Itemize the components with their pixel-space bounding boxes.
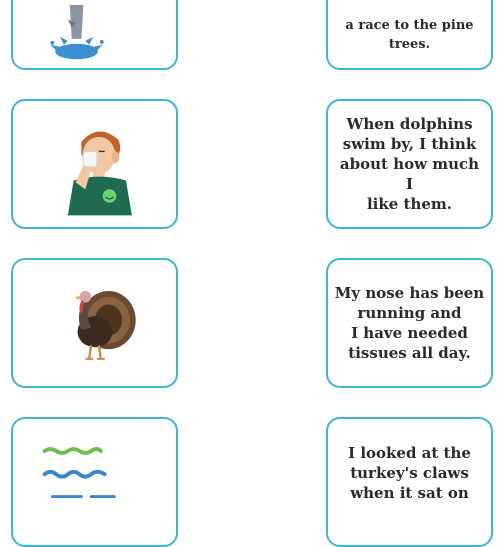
- sentence-text: a race to the pine trees.: [345, 18, 474, 52]
- sentence-card-3: [326, 258, 493, 388]
- sentence-text: When dolphins swim by, I think about how much I like them.: [339, 115, 480, 213]
- sentence-text: I looked at the turkey's claws when it sat on: [348, 444, 471, 502]
- splashing-fish-icon: [13, 0, 176, 68]
- sentence-card-4: [326, 417, 493, 547]
- picture-card-3: [11, 258, 178, 388]
- sentence-card-2: [326, 99, 493, 229]
- sentence-card-1: [326, 0, 493, 70]
- picture-card-1: [11, 0, 178, 70]
- boy-blowing-nose-icon: [13, 101, 176, 227]
- picture-card-2: [11, 99, 178, 229]
- turkey-icon: [13, 260, 176, 386]
- sentence-text: My nose has been running and I have needed tissues all day.: [334, 284, 485, 362]
- wiggly-lines-icon: [13, 419, 176, 545]
- picture-card-4: [11, 417, 178, 547]
